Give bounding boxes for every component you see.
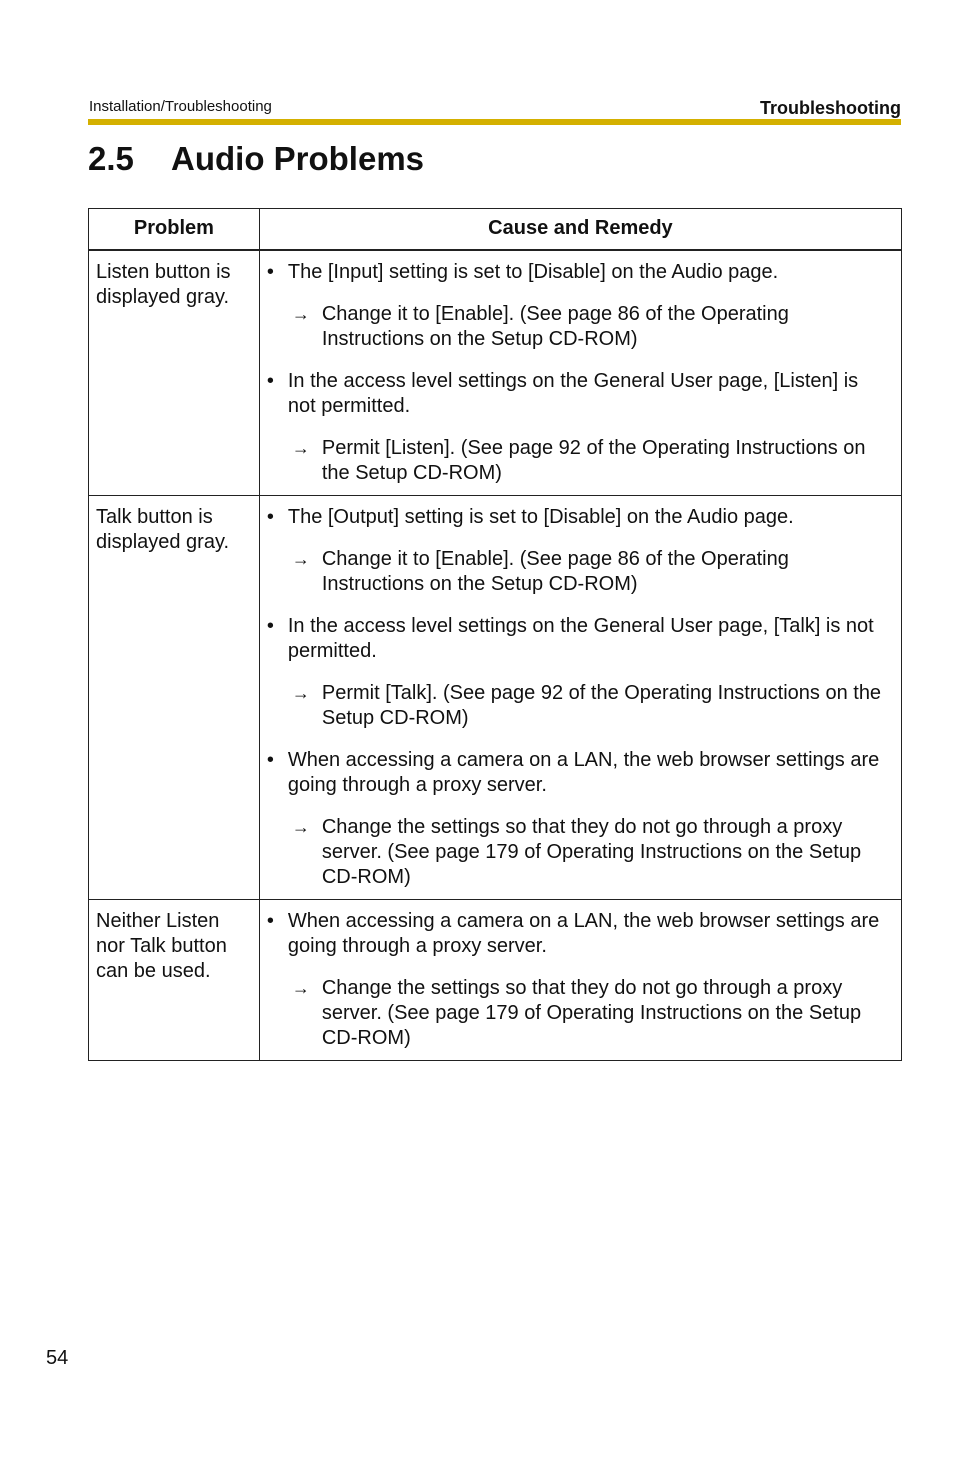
cause-text: The [Input] setting is set to [Disable] on the Audio page. — [287, 261, 779, 283]
section-heading: Audio Problems — [171, 140, 425, 177]
cause-remedy-cell — [259, 250, 901, 496]
cause-item — [267, 369, 891, 486]
remedy — [288, 547, 891, 597]
remedy-text: Change it to [Enable]. (See page 86 of the Operating Instructions on the Setup CD-ROM) — [321, 548, 789, 595]
remedy-text: Change it to [Enable]. (See page 86 of the Operating Instructions on the Setup CD-ROM) — [321, 303, 789, 350]
remedy — [288, 976, 891, 1051]
remedy — [288, 815, 891, 890]
problem-cell: Talk button is displayed gray. — [89, 496, 260, 900]
bullet-icon: • — [266, 506, 274, 528]
arrow-right-icon: → — [291, 549, 310, 569]
cause-remedy-cell — [259, 900, 901, 1061]
section-number: 2.5 — [88, 140, 134, 177]
cause-text: When accessing a camera on a LAN, the web browser settings are going through a proxy server. — [287, 749, 880, 796]
cause-item — [267, 748, 891, 890]
cause-text: In the access level settings on the General User page, [Talk] is not permitted. — [287, 615, 874, 662]
remedy-text: Permit [Talk]. (See page 92 of the Operating Instructions on the Setup CD-ROM) — [321, 682, 882, 729]
cause-remedy-cell — [259, 496, 901, 900]
column-header-cause-remedy: Cause and Remedy — [259, 209, 901, 251]
arrow-right-icon: → — [291, 304, 310, 324]
remedy-text: Change the settings so that they do not go through a proxy server. (See page 179 of Operating Instructions on the Setup CD-ROM) — [321, 977, 862, 1049]
cause-text: In the access level settings on the General User page, [Listen] is not permitted. — [287, 370, 859, 417]
problem-cell: Neither Listen nor Talk button can be used. — [89, 900, 260, 1061]
cause-text: When accessing a camera on a LAN, the web browser settings are going through a proxy server. — [287, 910, 880, 957]
section-title — [88, 140, 424, 178]
bullet-icon: • — [266, 370, 274, 392]
table-row — [89, 900, 902, 1061]
cause-item — [267, 909, 891, 1051]
cause-item — [267, 260, 891, 352]
bullet-icon: • — [266, 615, 274, 637]
header-rule — [88, 119, 901, 125]
arrow-right-icon: → — [291, 683, 310, 703]
table-row — [89, 496, 902, 900]
arrow-right-icon: → — [291, 438, 310, 458]
cause-item — [267, 505, 891, 597]
arrow-right-icon: → — [291, 817, 310, 837]
running-header-left: Installation/Troubleshooting — [89, 98, 272, 115]
problem-cell: Listen button is displayed gray. — [89, 250, 260, 496]
cause-text: The [Output] setting is set to [Disable] on the Audio page. — [287, 506, 794, 528]
column-header-problem: Problem — [89, 209, 260, 251]
cause-item — [267, 614, 891, 731]
bullet-icon: • — [266, 910, 274, 932]
remedy-text: Change the settings so that they do not go through a proxy server. (See page 179 of Operating Instructions on the Setup CD-ROM) — [321, 816, 862, 888]
remedy — [288, 681, 891, 731]
remedy-text: Permit [Listen]. (See page 92 of the Operating Instructions on the Setup CD-ROM) — [321, 437, 866, 484]
arrow-right-icon: → — [291, 978, 310, 998]
bullet-icon: • — [266, 749, 274, 771]
running-header-right: Troubleshooting — [760, 98, 901, 118]
troubleshooting-table — [88, 208, 902, 1061]
table-row — [89, 250, 902, 496]
table-header-row — [89, 209, 902, 251]
page-number: 54 — [46, 1347, 69, 1369]
bullet-icon: • — [266, 261, 274, 283]
remedy — [288, 302, 891, 352]
remedy — [288, 436, 891, 486]
